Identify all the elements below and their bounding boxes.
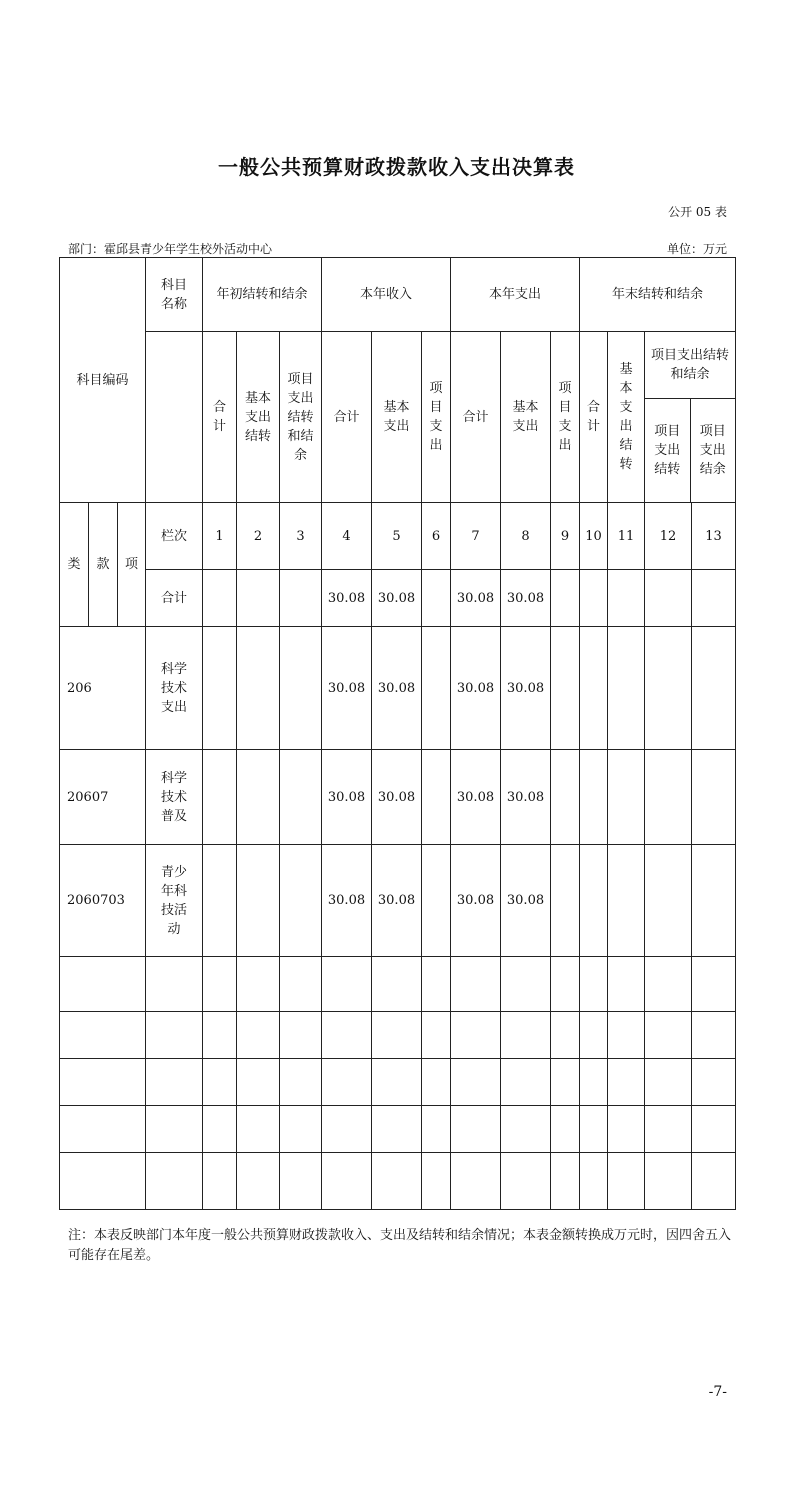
header-g4-proj: 项目支出结转和结余 <box>645 332 735 398</box>
col-num: 3 <box>280 503 322 570</box>
row-cell <box>237 750 280 845</box>
header-g4-total: 合计 <box>580 332 608 503</box>
row-cell: 30.08 <box>372 750 422 845</box>
row-cell <box>551 845 580 957</box>
row-cell <box>237 845 280 957</box>
page-number: -7- <box>708 1384 727 1400</box>
page-title: 一般公共预算财政拨款收入支出决算表 <box>218 155 575 179</box>
header-group-closing: 年末结转和结余 <box>580 258 736 332</box>
sum-cell <box>203 570 237 627</box>
header-row-1 <box>60 258 736 332</box>
table-number: 公开 05 表 <box>668 205 727 219</box>
header-g1-total: 合计 <box>203 332 237 503</box>
row-cell: 30.08 <box>322 627 372 750</box>
unit-label: 单位：万元 <box>666 242 727 256</box>
empty-row <box>60 1153 736 1210</box>
empty-row <box>60 1106 736 1153</box>
row-code: 2060703 <box>60 845 146 957</box>
row-cell <box>280 750 322 845</box>
sum-cell <box>580 570 608 627</box>
row-name: 青少年科技活动 <box>146 845 203 957</box>
header-g3-basic: 基本支出 <box>501 332 551 503</box>
row-cell: 30.08 <box>322 750 372 845</box>
row-cell <box>692 750 736 845</box>
sum-cell <box>237 570 280 627</box>
header-g3-total: 合计 <box>451 332 501 503</box>
row-cell <box>608 750 645 845</box>
col-num: 2 <box>237 503 280 570</box>
sum-row <box>60 570 736 627</box>
header-g2-proj: 项目支出 <box>422 332 451 503</box>
table-row <box>60 627 736 750</box>
sum-cell <box>645 570 692 627</box>
sum-cell <box>280 570 322 627</box>
col-num: 1 <box>203 503 237 570</box>
header-g2-basic: 基本支出 <box>372 332 422 503</box>
row-cell <box>422 750 451 845</box>
row-cell <box>608 845 645 957</box>
row-cell <box>645 627 692 750</box>
row-name: 科学技术普及 <box>146 750 203 845</box>
row-cell <box>580 750 608 845</box>
row-cell: 30.08 <box>501 750 551 845</box>
header-group-income: 本年收入 <box>322 258 451 332</box>
empty-row <box>60 1059 736 1106</box>
sum-cell <box>608 570 645 627</box>
row-cell: 30.08 <box>322 845 372 957</box>
row-cell <box>580 627 608 750</box>
row-cell <box>203 627 237 750</box>
row-cell: 30.08 <box>372 845 422 957</box>
header-name-blank <box>146 332 203 503</box>
row-name: 科学技术支出 <box>146 627 203 750</box>
row-code: 20607 <box>60 750 146 845</box>
col-num: 6 <box>422 503 451 570</box>
header-name: 科目名称 <box>146 258 203 332</box>
row-cell <box>203 750 237 845</box>
sum-cell: 30.08 <box>322 570 372 627</box>
row-cell <box>551 750 580 845</box>
row-cell: 30.08 <box>501 845 551 957</box>
header-g4-proj-carry: 项目支出结转 <box>645 398 690 502</box>
header-g4-subtable <box>645 332 735 502</box>
header-g4-proj-bal: 项目支出结余 <box>699 423 726 477</box>
row-cell <box>692 627 736 750</box>
empty-row <box>60 1012 736 1059</box>
header-xiang: 项 <box>118 503 146 627</box>
row-code: 206 <box>60 627 146 750</box>
header-kuan: 款 <box>89 503 118 627</box>
row-cell <box>608 627 645 750</box>
row-cell <box>580 845 608 957</box>
row-cell <box>422 845 451 957</box>
sum-cell <box>692 570 736 627</box>
header-code: 科目编码 <box>60 258 146 503</box>
header-g4-basic-carry: 基本支出结转 <box>608 332 645 503</box>
header-lei: 类 <box>60 503 89 627</box>
header-g4-proj-group <box>645 332 736 503</box>
department-label: 部门：霍邱县青少年学生校外活动中心 <box>68 242 273 256</box>
sum-cell: 30.08 <box>451 570 501 627</box>
sum-cell <box>422 570 451 627</box>
sum-label: 合计 <box>146 570 203 627</box>
empty-row <box>60 957 736 1012</box>
table-row <box>60 845 736 957</box>
header-g2-total: 合计 <box>322 332 372 503</box>
row-cell: 30.08 <box>372 627 422 750</box>
row-cell <box>203 845 237 957</box>
row-cell: 30.08 <box>451 627 501 750</box>
sum-cell: 30.08 <box>372 570 422 627</box>
column-number-row <box>60 503 736 570</box>
col-num: 10 <box>580 503 608 570</box>
row-cell <box>422 627 451 750</box>
col-num: 8 <box>501 503 551 570</box>
row-cell <box>551 627 580 750</box>
row-cell <box>280 845 322 957</box>
header-row-2 <box>60 332 736 503</box>
row-cell: 30.08 <box>451 750 501 845</box>
row-cell <box>645 750 692 845</box>
row-cell <box>237 627 280 750</box>
footnote: 注：本表反映部门本年度一般公共预算财政拨款收入、支出及结转和结余情况；本表金额转换成万元时，因四舍五入可能存在尾差。 <box>68 1228 732 1263</box>
sum-cell <box>551 570 580 627</box>
budget-table <box>59 257 736 1210</box>
header-g3-proj: 项目支出 <box>551 332 580 503</box>
col-num: 7 <box>451 503 501 570</box>
row-cell <box>280 627 322 750</box>
col-num: 13 <box>692 503 736 570</box>
row-cell <box>692 845 736 957</box>
row-cell: 30.08 <box>501 627 551 750</box>
header-lanci: 栏次 <box>146 503 203 570</box>
header-g1-basic-carry: 基本支出结转 <box>237 332 280 503</box>
row-cell <box>645 845 692 957</box>
col-num: 12 <box>645 503 692 570</box>
sum-cell: 30.08 <box>501 570 551 627</box>
col-num: 11 <box>608 503 645 570</box>
header-group-opening: 年初结转和结余 <box>203 258 322 332</box>
header-g1-proj-carry-bal: 项目支出结转和结余 <box>280 332 322 503</box>
col-num: 9 <box>551 503 580 570</box>
table-row <box>60 750 736 845</box>
col-num: 5 <box>372 503 422 570</box>
row-cell: 30.08 <box>451 845 501 957</box>
header-group-expense: 本年支出 <box>451 258 580 332</box>
col-num: 4 <box>322 503 372 570</box>
